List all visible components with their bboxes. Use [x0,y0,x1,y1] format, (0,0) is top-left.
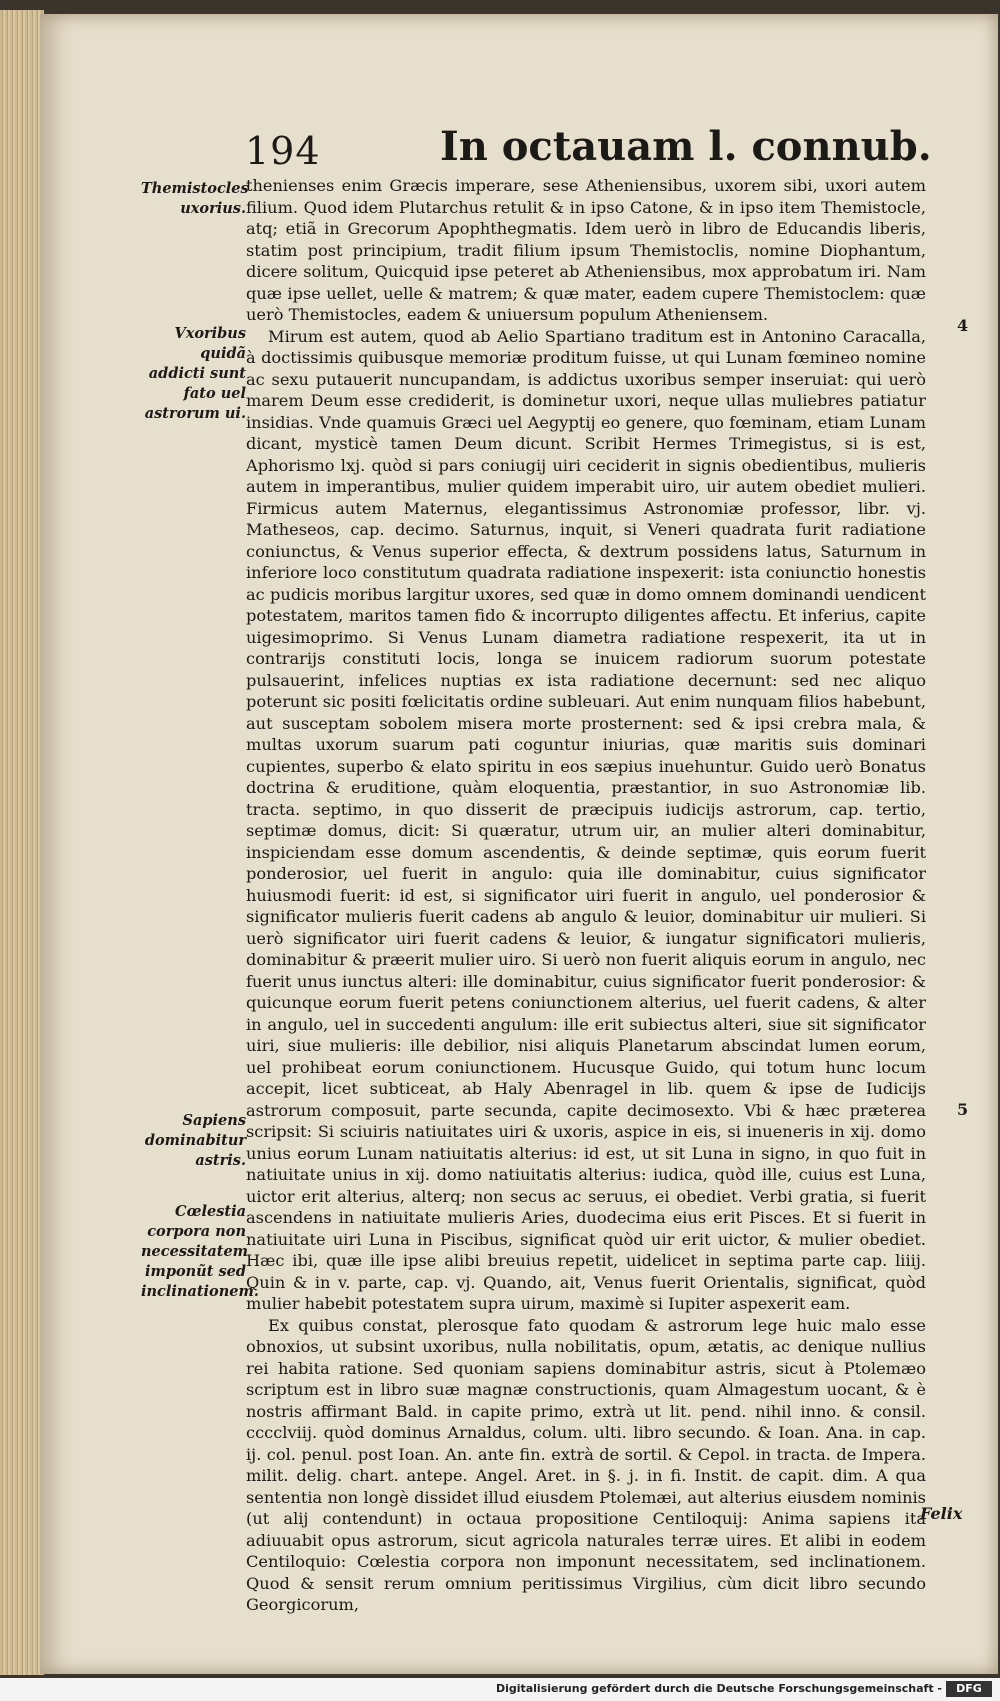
catchword: Felix [920,1504,963,1523]
running-head [40,123,998,179]
margin-note-sapiens: Sapiens dominabitur astris. [144,1112,246,1169]
margin-note-uxoribus: Vxoribus quidã addicti sunt fato uel astrorum ui. [144,325,246,422]
side-mark-5: 5 [957,1100,969,1119]
page-number: 194 [245,129,321,173]
paragraph-2: Mirum est autem, quod ab Aelio Spartiano traditum est in Antonino Caracalla, à doctissimis quibusque memoriæ proditum fuisse, ut qui Lunam fœmineo nomine ac sexu putauerit nuncupandam, is addictus uxoribus semper inseruiat: qui uerò marem Deum esse crediderit, is dominetur uxori, neque ullas muliebres patiatur insidias. Vnde quamuis Græci uel Aegyptij eo genere, quo fœminam, etiam Lunam dicant, mysticè tamen Deum dicunt. Scribit Hermes Trimegistus, si is est, Aphorismo lxj. quòd si pars coniugij uiri ceciderit in signis obedientibus, mulieris autem in imperantibus, mulier quidem imperabit uiro, uir autem obediet mulieri. Firmicus autem Maternus, elegantissimus Astronomiæ professor, libr. vj. Matheseos, cap. decimo. Saturnus, inquit, si Veneri quadrata furit radiatione coniunctus, & Venus superior effecta, & dextrum possidens latus, Saturnum in inferiore loco constitutum quadrata radiatione inspexerit: ista coniunctio honestis ac pudicis moribus largitur uxores, sed quæ in domo omnem dominandi uendicent potestatem, maritos tamen fido & incorrupto diligentes affectu. Et inferius, capite uigesimoprimo. Si Venus Lunam diametra radiatione respexerit, ita ut in contrarijs constituti locis, longa se inuicem radiorum suorum potestate pulsauerint, infelices nuptias ex ista radiatione decernunt: sed nec aliquo poterunt sic positi fœlicitatis ordine subleuari. Aut enim nunquam filios habebunt, aut susceptam sobolem misera morte prosternent: sed & ipsi crebra mala, & multas uxorum suarum pati coguntur iniurias, quæ maritis suis dominari cupientes, superbo & elato spiritu in eos sæpius inuehuntur. Guido uerò Bonatus doctrina & eruditione, quàm eloquentia, præstantior, in suo Astronomiæ lib. tracta. septimo, in quo disserit de præcipuis iudicijs astrorum, cap. tertio, septimæ domus, dicit: Si quæratur, utrum uir, an mulier alteri dominabitur, inspiciendam esse domum ascendentis, & deinde septimæ, quis eorum fuerit ponderosior, uel fuerit in angulo: quia ille dominabitur, cuius significator huiusmodi fuerit: id est, si significator uiri fuerit in angulo, uel ponderosior & significator mulieris fuerit cadens ab angulo & leuior, dominabitur uir mulieri. Si uerò significator uiri fuerit cadens & leuior, & iungatur significatori mulieris, dominabitur & præerit mulier uiro. Si uerò non fuerit aliquis eorum in angulo, nec fuerit unus iunctus alteri: ille dominabitur, cuius significator fuerit ponderosior: & quicunque eorum fuerit petens coniunctionem alterius, uel fuerit cadens, & alter in angulo, uel in succedenti angulum: ille erit subiectus alteri, siue sit significator uiri, siue mulieris: ille debilior, nisi aliquis Planetarum abscindat lumen eorum, uel prohibeat eorum coniunctionem. Hucusque Guido, qui totum hunc locum accepit, licet subticeat, ab Haly Abenragel in lib. quem & ipse de Iudicijs astrorum composuit, parte secunda, capite decimosexto. Vbi & hæc præterea scripsit: Si sciuiris natiuitates uiri & uxoris, aspice in eis, si inueneris in xij. domo unius eorum Lunam natiuitatis alterius: id est, ut sit Luna in signo, in quo fuit in natiuitate unius in xij. domo natiuitatis alterius: iudica, quòd ille, cuius est Luna, uictor erit alterius, alterq; non secus ac seruus, ei obediet. Verbi gratia, si fuerit ascendens in natiuitate mulieris Aries, duodecima eius erit Pisces. Et si fuerit in natiuitate uiri Luna in Piscibus, significat quòd uir erit uictor, & mulier obediet. Hæc ibi, quæ ille ipse alibi breuius repetit, uidelicet in septima parte cap. liiij. Quin & in v. parte, cap. vj. Quando, ait, Venus fuerit Orientalis, significat, quòd mulier habebit potestatem supra uirum, maximè si Iupiter aspexerit eam. [246,326,926,1313]
digitization-footer [0,1678,1000,1701]
side-mark-4: 4 [957,316,969,335]
paragraph-3: Ex quibus constat, plerosque fato quodam & astrorum lege huic malo esse obnoxios, ut subsint uxoribus, nulla nobilitatis, opum, ætatis, ac denique nullius rei habita ratione. Sed quoniam sapiens dominabitur astris, sicut à Ptolemæo scriptum est in libro suæ magnæ constructionis, quam Almagestum uocant, & è nostris affirmant Bald. in capite primo, extrà ut lit. pend. nihil inno. & consil. cccclviij. quòd dominus Arnaldus, colum. ulti. libro secundo. & Ioan. Ana. in cap. ij. col. penul. post Ioan. An. ante fin. extrà de sortil. & Cepol. in tracta. de Impera. milit. delig. chart. antepe. Angel. Aret. in §. j. in fi. Instit. de capit. dim. A qua sententia non longè dissidet illud eiusdem Ptolemæi, aut alterius eiusdem nominis (ut alij contendunt) in octaua propositione Centiloquij: Anima sapiens ita adiuuabit opus astrorum, sicut agricola naturales terræ uires. Et alibi in eodem Centiloquio: Cœlestia corpora non imponunt necessitatem, sed inclinationem. Quod & sensit rerum omnium peritissimus Virgilius, cùm dicit libro secundo Georgicorum, [246,1315,926,1614]
book-page [40,14,998,1674]
running-title: In octauam l. connub. [440,123,932,170]
margin-note-themistocles: Themistocles uxorius. [141,180,249,217]
book-page-edges [0,10,44,1675]
body-text [246,175,926,1616]
dfg-logo: DFG [946,1681,992,1697]
footer-credit: Digitalisierung gefördert durch die Deutsche Forschungsgemeinschaft - [495,1682,942,1695]
margin-note-coelestia: Cœlestia corpora non necessitatem imponũt sed inclinationem. [141,1203,259,1300]
paragraph-1: thenienses enim Græcis imperare, sese Atheniensibus, uxorem sibi, uxori autem filium. Quod idem Plutarchus retulit & in ipso Catone, & in ipso item Themistocle, atq; etiã in Grecorum Apophthegmatis. Idem uerò in libro de Educandis liberis, statim post principium, tradit filium ipsum Themistoclis, nomine Diophantum, dicere solitum, Quicquid ipse peteret ab Atheniensibus, mox approbatum iri. Nam quæ ipse uellet, uelle & matrem; & quæ mater, eadem cupere Themistoclem: quæ uerò Themistocles, eadem & uniuersum populum Atheniensem. [246,176,926,324]
